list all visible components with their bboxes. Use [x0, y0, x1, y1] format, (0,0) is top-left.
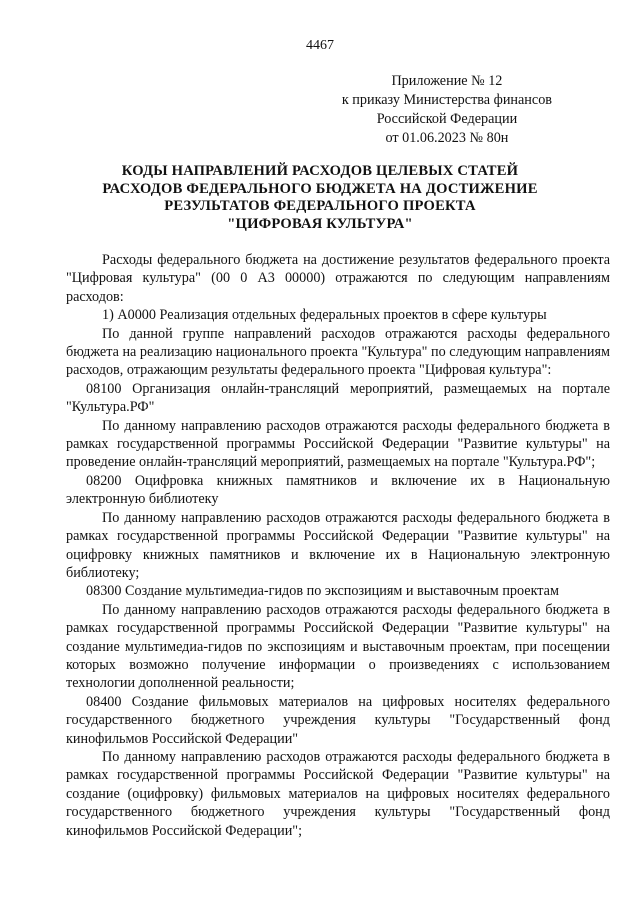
title-line: "ЦИФРОВАЯ КУЛЬТУРА" — [227, 215, 413, 232]
code-heading: 08400 Создание фильмовых материалов на цифровых носителях федерального государственного бюджетного учреждения культуры "Государственный фонд кинофильмов Российской Федерации" — [66, 693, 610, 747]
paragraph: По данному направлению расходов отражаются расходы федерального бюджета в рамках государственной программы Российской Федерации "Развитие культуры" на проведение онлайн-трансляций мероприятий, размещаемых на портале "Культура.РФ"; — [66, 417, 610, 471]
document-title — [60, 163, 580, 233]
appendix-line: Российской Федерации — [376, 111, 518, 127]
title-line: РЕЗУЛЬТАТОВ ФЕДЕРАЛЬНОГО ПРОЕКТА — [164, 198, 476, 214]
title-line: КОДЫ НАПРАВЛЕНИЙ РАСХОДОВ ЦЕЛЕВЫХ СТАТЕЙ — [121, 163, 519, 179]
paragraph: По данному направлению расходов отражаются расходы федерального бюджета в рамках государственной программы Российской Федерации "Развитие культуры" на создание (оцифровку) фильмовых материалов на цифровых носителях федерального государственного бюджетного учреждения культуры "Государственный фонд кинофильмов Российской Федерации"; — [66, 748, 610, 839]
appendix-line: от 01.06.2023 № 80н — [385, 130, 509, 146]
title-line: РАСХОДОВ ФЕДЕРАЛЬНОГО БЮДЖЕТА НА ДОСТИЖЕНИЕ — [102, 180, 538, 197]
page-number: 4467 — [306, 38, 334, 53]
code-heading: 08100 Организация онлайн-трансляций мероприятий, размещаемых на портале "Культура.РФ" — [66, 380, 610, 416]
paragraph: По данному направлению расходов отражаются расходы федерального бюджета в рамках государственной программы Российской Федерации "Развитие культуры" на оцифровку книжных памятников и включение их в Национальную электронную библиотеку; — [66, 509, 610, 581]
paragraph: По данной группе направлений расходов отражаются расходы федерального бюджета на реализацию национального проекта "Культура" по следующим направлениям расходов, отражающим результаты федерального проекта "Цифровая культура": — [66, 325, 610, 379]
document-body — [66, 251, 610, 840]
code-heading: 08300 Создание мультимедиа-гидов по экспозициям и выставочным проектам — [86, 583, 559, 600]
code-heading: 08200 Оцифровка книжных памятников и включение их в Национальную электронную библиотеку — [66, 472, 610, 508]
paragraph: Расходы федерального бюджета на достижение результатов федерального проекта "Цифровая культура" (00 0 А3 00000) отражаются по следующим направлениям расходов: — [66, 252, 610, 305]
appendix-line: Приложение № 12 — [391, 73, 503, 89]
appendix-block — [342, 72, 552, 148]
appendix-line: к приказу Министерства финансов — [341, 92, 552, 108]
paragraph: По данному направлению расходов отражаются расходы федерального бюджета в рамках государственной программы Российской Федерации "Развитие культуры" на создание мультимедиа-гидов по экспозициям и выставочным проектам, при посещении которых возможно получение информации о произведениях с использованием технологии дополненной реальности; — [66, 601, 610, 692]
section-heading: 1) А0000 Реализация отдельных федеральных проектов в сфере культуры — [102, 307, 547, 324]
